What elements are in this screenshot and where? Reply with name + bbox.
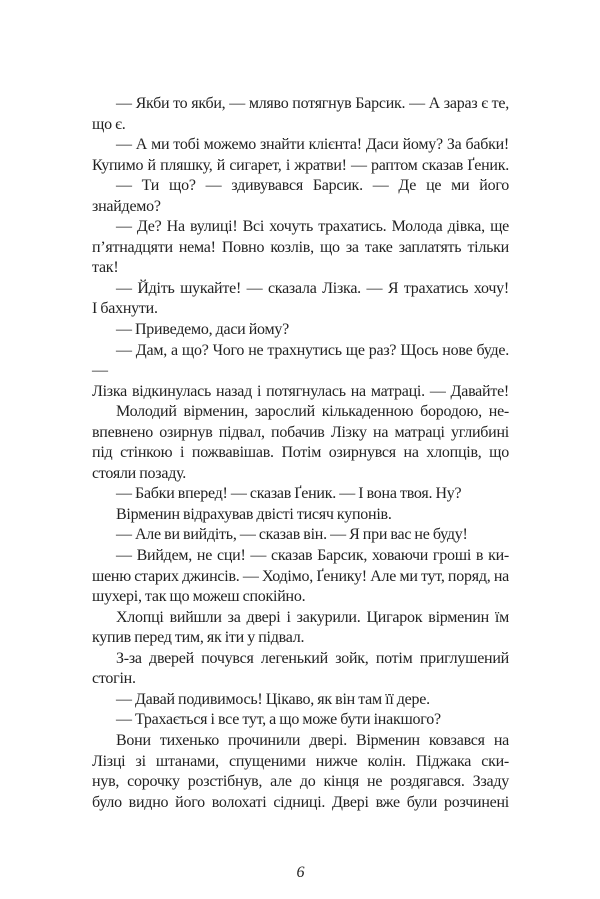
text-line: І бахнути. bbox=[92, 300, 158, 318]
text-line: Вони тихенько прочинили двері. Вірменин ковзався на bbox=[116, 731, 509, 749]
text-line: знайдемо? bbox=[92, 197, 161, 215]
text-line: було видно його волохаті сідниці. Двері вже були розчинені bbox=[92, 793, 509, 811]
text-line: — Але ви вийдіть, — сказав він. — Я при вас не буду! bbox=[116, 526, 468, 544]
page-number: 6 bbox=[296, 864, 305, 882]
text-line: Молодий вірменин, зарослий кількаденною бородою, не- bbox=[116, 403, 509, 421]
text-line: — Бабки вперед! — сказав Ґеник. — І вона твоя. Ну? bbox=[116, 485, 462, 503]
text-line: Купимо й пляшку, й сигарет, і жратви! — раптом сказав Ґеник. bbox=[92, 156, 509, 174]
text-line: що є. bbox=[92, 115, 126, 133]
text-line: Вірменин відрахував двісті тисяч купонів. bbox=[116, 505, 392, 523]
text-line: п’ятнадцяти нема! Повно козлів, що за таке заплатять тільки bbox=[92, 238, 509, 256]
text-line: — Трахається і все тут, а що може бути інакшого? bbox=[116, 711, 441, 729]
text-line: — А ми тобі можемо знайти клієнта! Даси йому? За бабки! bbox=[116, 136, 509, 154]
text-line: нув, сорочку розстібнув, але до кінця не роздягався. Ззаду bbox=[92, 773, 509, 791]
text-line: Лізці зі штанами, спущеними нижче колін. Піджака ски- bbox=[92, 752, 509, 770]
text-line: — Дам, а що? Чого не трахнутись ще раз? Щось нове буде. — bbox=[92, 341, 509, 380]
text-line: — Йдіть шукайте! — сказала Лізка. — Я трахатись хочу! bbox=[116, 279, 509, 297]
text-line: під стінкою і пожвавішав. Потім озирнувся на хлопців, що bbox=[92, 444, 509, 462]
text-line: — Приведемо, даси йому? bbox=[116, 321, 289, 339]
text-line: — Ти що? — здивувався Барсик. — Де це ми його bbox=[116, 177, 509, 195]
text-line: — Де? На вулиці! Всі хочуть трахатись. Молода дівка, ще bbox=[116, 218, 509, 236]
text-line: так! bbox=[92, 259, 119, 277]
text-line: Лізка відкинулась назад і потягнулась на матраці. — Давайте! bbox=[92, 382, 509, 400]
text-line: впевнено озирнув підвал, побачив Лізку на матраці углибині bbox=[92, 423, 509, 441]
text-line: купив перед тим, як іти у підвал. bbox=[92, 629, 305, 647]
body-text bbox=[92, 94, 509, 813]
text-line: шеню старих джинсів. — Ходімо, Ґенику! Але ми тут, поряд, на bbox=[92, 567, 509, 585]
text-line: — Якби то якби, — мляво потягнув Барсик. — А зараз є те, bbox=[116, 95, 509, 112]
text-line: З-за дверей почувся легенький зойк, потім приглушений bbox=[116, 649, 509, 667]
text-line: стогін. bbox=[92, 670, 136, 688]
text-line: шухері, так що можеш спокійно. bbox=[92, 588, 306, 606]
text-line: Хлопці вийшли за двері і закурили. Цигарок вірменин їм bbox=[116, 608, 509, 626]
text-line: стояли позаду. bbox=[92, 464, 187, 482]
text-line: — Вийдем, не сци! — сказав Барсик, ховаючи гроші в ки- bbox=[116, 547, 509, 565]
text-line: — Давай подивимось! Цікаво, як він там її дере. bbox=[116, 690, 430, 708]
